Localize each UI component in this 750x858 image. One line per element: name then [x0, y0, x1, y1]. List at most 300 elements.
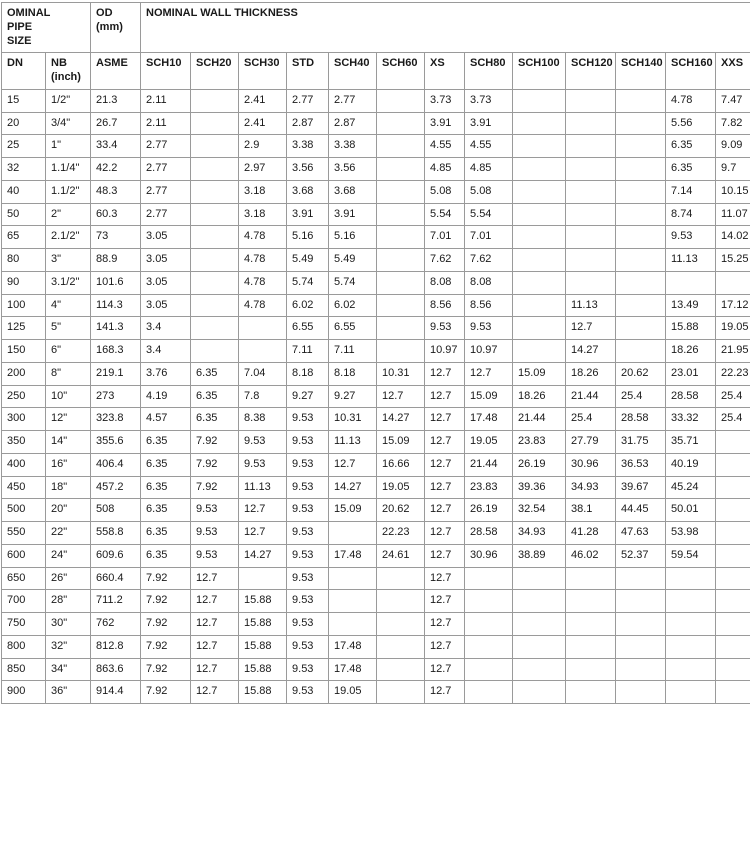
table-cell: 3.38: [287, 135, 329, 158]
column-header-sch10: SCH10: [141, 53, 191, 90]
table-cell: 42.2: [91, 158, 141, 181]
table-row: [2, 499, 750, 522]
table-cell: [377, 340, 425, 363]
column-header-sch40: SCH40: [329, 53, 377, 90]
table-cell: 10.31: [329, 408, 377, 431]
table-cell: 20": [46, 499, 91, 522]
table-cell: 30": [46, 613, 91, 636]
table-cell: [191, 271, 239, 294]
table-cell: 3.56: [287, 158, 329, 181]
table-cell: [566, 180, 616, 203]
table-cell: 9.53: [191, 499, 239, 522]
table-cell: [191, 112, 239, 135]
table-cell: [616, 135, 666, 158]
table-cell: 9.53: [287, 476, 329, 499]
table-cell: 711.2: [91, 590, 141, 613]
table-cell: 2.97: [239, 158, 287, 181]
table-row: [2, 112, 750, 135]
table-cell: [377, 635, 425, 658]
table-cell: 36.53: [616, 453, 666, 476]
table-cell: 4.55: [425, 135, 465, 158]
table-cell: 4.85: [465, 158, 513, 181]
table-cell: 3.68: [287, 180, 329, 203]
table-cell: 3.91: [287, 203, 329, 226]
table-cell: 44.45: [616, 499, 666, 522]
table-cell: 6.35: [141, 522, 191, 545]
table-cell: 3.05: [141, 294, 191, 317]
table-cell: 600: [2, 544, 46, 567]
table-cell: [716, 544, 750, 567]
table-cell: 2.41: [239, 89, 287, 112]
table-row: [2, 203, 750, 226]
table-cell: 14.27: [329, 476, 377, 499]
table-cell: 8.74: [666, 203, 716, 226]
table-cell: 15: [2, 89, 46, 112]
table-row: [2, 385, 750, 408]
table-cell: 11.13: [329, 431, 377, 454]
table-cell: 3.76: [141, 362, 191, 385]
table-cell: 15.25: [716, 249, 750, 272]
table-cell: 31.75: [616, 431, 666, 454]
table-cell: 12.7: [191, 635, 239, 658]
table-cell: [329, 613, 377, 636]
table-cell: 1/2": [46, 89, 91, 112]
table-cell: 32.54: [513, 499, 566, 522]
table-cell: [616, 317, 666, 340]
table-cell: 17.48: [329, 544, 377, 567]
header-size-line-2: PIPE: [7, 21, 86, 35]
table-cell: 15.09: [513, 362, 566, 385]
table-cell: 10.97: [425, 340, 465, 363]
table-cell: 50.01: [666, 499, 716, 522]
table-cell: 8": [46, 362, 91, 385]
table-row: [2, 271, 750, 294]
table-column-header-row: [2, 53, 750, 90]
column-header-asme: ASME: [91, 53, 141, 90]
table-cell: [666, 590, 716, 613]
table-cell: 2.77: [141, 180, 191, 203]
table-cell: 2.77: [141, 203, 191, 226]
table-cell: [513, 135, 566, 158]
table-cell: 6.02: [287, 294, 329, 317]
table-cell: 25: [2, 135, 46, 158]
column-header-std: STD: [287, 53, 329, 90]
table-cell: 350: [2, 431, 46, 454]
table-cell: 400: [2, 453, 46, 476]
table-cell: 2.87: [287, 112, 329, 135]
table-cell: [566, 590, 616, 613]
table-cell: 9.7: [716, 158, 750, 181]
table-cell: [616, 294, 666, 317]
table-cell: [566, 226, 616, 249]
table-cell: 9.53: [239, 431, 287, 454]
table-cell: [616, 613, 666, 636]
table-cell: 21.44: [566, 385, 616, 408]
table-cell: [616, 271, 666, 294]
table-cell: 4.78: [666, 89, 716, 112]
table-cell: [377, 226, 425, 249]
table-cell: [191, 135, 239, 158]
table-cell: 9.53: [287, 431, 329, 454]
table-cell: [377, 658, 425, 681]
table-cell: 8.56: [465, 294, 513, 317]
table-cell: [465, 635, 513, 658]
table-cell: [616, 567, 666, 590]
column-header-xxs: XXS: [716, 53, 750, 90]
table-cell: 11.13: [239, 476, 287, 499]
table-cell: 3.91: [329, 203, 377, 226]
table-row: [2, 362, 750, 385]
table-cell: 23.83: [513, 431, 566, 454]
table-cell: 15.09: [465, 385, 513, 408]
table-cell: 7.92: [191, 431, 239, 454]
table-cell: 32": [46, 635, 91, 658]
table-cell: [616, 180, 666, 203]
table-cell: [716, 590, 750, 613]
table-cell: 17.48: [329, 635, 377, 658]
table-cell: 3.18: [239, 180, 287, 203]
table-cell: 12.7: [425, 385, 465, 408]
table-cell: 2.9: [239, 135, 287, 158]
table-cell: 7.92: [191, 453, 239, 476]
table-cell: 9.53: [465, 317, 513, 340]
table-cell: 457.2: [91, 476, 141, 499]
table-cell: 219.1: [91, 362, 141, 385]
table-cell: 2.77: [141, 135, 191, 158]
table-cell: 2.11: [141, 89, 191, 112]
table-cell: 3.05: [141, 249, 191, 272]
table-cell: 14.27: [239, 544, 287, 567]
table-cell: 3.05: [141, 226, 191, 249]
table-cell: 14.27: [377, 408, 425, 431]
table-cell: 9.53: [287, 613, 329, 636]
table-cell: 18": [46, 476, 91, 499]
table-cell: 750: [2, 613, 46, 636]
table-cell: 40.19: [666, 453, 716, 476]
table-cell: 28": [46, 590, 91, 613]
table-cell: [616, 89, 666, 112]
table-row: [2, 590, 750, 613]
table-cell: 40: [2, 180, 46, 203]
table-cell: 5.49: [329, 249, 377, 272]
table-cell: [566, 658, 616, 681]
table-cell: 3.68: [329, 180, 377, 203]
table-cell: [465, 590, 513, 613]
table-cell: 2.77: [329, 89, 377, 112]
table-cell: 12.7: [191, 613, 239, 636]
table-cell: 3": [46, 249, 91, 272]
table-cell: 65: [2, 226, 46, 249]
table-cell: [191, 180, 239, 203]
table-cell: [191, 317, 239, 340]
column-header-sch120: SCH120: [566, 53, 616, 90]
table-cell: [616, 112, 666, 135]
table-cell: 26.19: [465, 499, 513, 522]
table-cell: 20.62: [616, 362, 666, 385]
table-cell: 9.27: [329, 385, 377, 408]
table-cell: 4.19: [141, 385, 191, 408]
table-cell: 762: [91, 613, 141, 636]
table-cell: [465, 658, 513, 681]
table-cell: 88.9: [91, 249, 141, 272]
table-cell: 5.16: [329, 226, 377, 249]
table-cell: 141.3: [91, 317, 141, 340]
table-cell: 27.79: [566, 431, 616, 454]
table-cell: 6.35: [141, 453, 191, 476]
table-cell: 3.1/2": [46, 271, 91, 294]
table-cell: 5.16: [287, 226, 329, 249]
table-cell: [616, 249, 666, 272]
table-cell: 18.26: [666, 340, 716, 363]
table-cell: 12.7: [465, 362, 513, 385]
table-cell: 3.56: [329, 158, 377, 181]
table-cell: [513, 180, 566, 203]
table-cell: [616, 590, 666, 613]
table-cell: 26.7: [91, 112, 141, 135]
table-cell: 7.62: [465, 249, 513, 272]
table-cell: 12.7: [425, 522, 465, 545]
table-cell: 80: [2, 249, 46, 272]
table-cell: 4.85: [425, 158, 465, 181]
table-cell: [465, 613, 513, 636]
table-cell: 8.18: [329, 362, 377, 385]
table-cell: 900: [2, 681, 46, 704]
table-cell: 7.11: [329, 340, 377, 363]
table-cell: 24.61: [377, 544, 425, 567]
pipe-wall-thickness-table: [1, 2, 750, 704]
table-cell: 114.3: [91, 294, 141, 317]
table-cell: 28.58: [666, 385, 716, 408]
table-cell: 24": [46, 544, 91, 567]
table-cell: 1.1/4": [46, 158, 91, 181]
table-cell: 8.38: [239, 408, 287, 431]
table-cell: [377, 112, 425, 135]
table-cell: [377, 249, 425, 272]
table-cell: 5.08: [465, 180, 513, 203]
table-cell: 12.7: [239, 499, 287, 522]
table-cell: 6": [46, 340, 91, 363]
table-cell: [716, 476, 750, 499]
table-cell: [513, 226, 566, 249]
table-cell: 60.3: [91, 203, 141, 226]
table-cell: 21.3: [91, 89, 141, 112]
table-cell: 6.35: [141, 431, 191, 454]
table-cell: 19.05: [377, 476, 425, 499]
table-cell: 10.97: [465, 340, 513, 363]
table-cell: 45.24: [666, 476, 716, 499]
table-row: [2, 340, 750, 363]
table-row: [2, 635, 750, 658]
table-cell: 2.87: [329, 112, 377, 135]
table-cell: 19.05: [465, 431, 513, 454]
table-cell: 7.62: [425, 249, 465, 272]
table-cell: 16": [46, 453, 91, 476]
table-cell: 23.83: [465, 476, 513, 499]
table-cell: [716, 522, 750, 545]
table-cell: [616, 658, 666, 681]
table-cell: 12.7: [425, 590, 465, 613]
table-cell: 14.27: [566, 340, 616, 363]
table-cell: [329, 522, 377, 545]
table-cell: 35.71: [666, 431, 716, 454]
table-cell: [513, 635, 566, 658]
table-cell: [513, 249, 566, 272]
table-cell: 450: [2, 476, 46, 499]
table-cell: 7.92: [141, 567, 191, 590]
table-cell: [716, 613, 750, 636]
table-cell: 5.54: [465, 203, 513, 226]
table-cell: 7.01: [465, 226, 513, 249]
column-header-sch80: SCH80: [465, 53, 513, 90]
table-cell: 21.95: [716, 340, 750, 363]
table-cell: 48.3: [91, 180, 141, 203]
table-cell: 17.48: [329, 658, 377, 681]
column-header-sch100: SCH100: [513, 53, 566, 90]
table-cell: 4.78: [239, 294, 287, 317]
table-cell: [513, 590, 566, 613]
table-cell: 812.8: [91, 635, 141, 658]
header-od-line-1: OD: [96, 7, 136, 21]
table-cell: 13.49: [666, 294, 716, 317]
table-cell: 18.26: [566, 362, 616, 385]
column-header-nb-label: NB: [51, 57, 86, 71]
table-cell: 6.35: [191, 362, 239, 385]
table-cell: 5.49: [287, 249, 329, 272]
table-cell: 21.44: [513, 408, 566, 431]
table-cell: 5": [46, 317, 91, 340]
table-cell: 53.98: [666, 522, 716, 545]
table-cell: 660.4: [91, 567, 141, 590]
table-row: [2, 226, 750, 249]
table-cell: 28.58: [465, 522, 513, 545]
table-cell: [377, 158, 425, 181]
table-cell: 1": [46, 135, 91, 158]
table-cell: [191, 89, 239, 112]
table-cell: [191, 203, 239, 226]
table-cell: 6.55: [329, 317, 377, 340]
table-cell: [513, 271, 566, 294]
table-cell: 7.04: [239, 362, 287, 385]
table-cell: [513, 340, 566, 363]
header-od-line-2: (mm): [96, 21, 136, 35]
table-row: [2, 317, 750, 340]
table-cell: 101.6: [91, 271, 141, 294]
table-cell: [513, 681, 566, 704]
table-cell: 38.1: [566, 499, 616, 522]
table-cell: 39.67: [616, 476, 666, 499]
table-cell: [377, 613, 425, 636]
table-row: [2, 613, 750, 636]
table-row: [2, 567, 750, 590]
table-header-group-row: [2, 3, 750, 53]
table-cell: 9.53: [287, 522, 329, 545]
table-cell: [513, 613, 566, 636]
table-cell: [566, 89, 616, 112]
table-cell: 12.7: [425, 408, 465, 431]
table-cell: 15.88: [239, 613, 287, 636]
table-cell: 12.7: [566, 317, 616, 340]
table-cell: 3.18: [239, 203, 287, 226]
table-cell: 7.01: [425, 226, 465, 249]
table-cell: 4.78: [239, 271, 287, 294]
table-cell: [566, 681, 616, 704]
column-header-xs: XS: [425, 53, 465, 90]
table-cell: [616, 681, 666, 704]
table-cell: 2.11: [141, 112, 191, 135]
table-cell: 609.6: [91, 544, 141, 567]
table-cell: [716, 453, 750, 476]
table-cell: [566, 158, 616, 181]
table-cell: 2": [46, 203, 91, 226]
table-cell: [191, 158, 239, 181]
table-cell: [716, 431, 750, 454]
table-cell: 2.77: [287, 89, 329, 112]
table-cell: 6.35: [141, 544, 191, 567]
table-cell: [513, 567, 566, 590]
table-cell: 650: [2, 567, 46, 590]
table-cell: 300: [2, 408, 46, 431]
table-cell: 323.8: [91, 408, 141, 431]
table-row: [2, 135, 750, 158]
table-cell: 6.35: [666, 135, 716, 158]
table-cell: 12.7: [425, 613, 465, 636]
table-row: [2, 408, 750, 431]
table-row: [2, 431, 750, 454]
table-cell: 7.11: [287, 340, 329, 363]
table-cell: [465, 567, 513, 590]
table-cell: [716, 499, 750, 522]
table-cell: 6.35: [666, 158, 716, 181]
table-cell: 7.8: [239, 385, 287, 408]
table-cell: [513, 158, 566, 181]
table-cell: 8.08: [465, 271, 513, 294]
table-cell: [566, 135, 616, 158]
table-cell: [566, 249, 616, 272]
table-cell: 9.53: [287, 658, 329, 681]
table-cell: [616, 635, 666, 658]
column-header-sch160: SCH160: [666, 53, 716, 90]
table-cell: [239, 317, 287, 340]
header-size-line-3: SIZE: [7, 35, 86, 49]
table-row: [2, 453, 750, 476]
table-cell: 25.4: [716, 408, 750, 431]
table-cell: 12": [46, 408, 91, 431]
table-cell: 12.7: [191, 658, 239, 681]
column-header-dn: DN: [2, 53, 46, 90]
table-cell: 7.92: [141, 613, 191, 636]
table-cell: [377, 203, 425, 226]
table-cell: 9.27: [287, 385, 329, 408]
table-cell: 20: [2, 112, 46, 135]
table-cell: 6.35: [191, 385, 239, 408]
table-cell: [616, 226, 666, 249]
table-cell: 9.53: [287, 590, 329, 613]
table-cell: 25.4: [616, 385, 666, 408]
table-cell: 12.7: [425, 499, 465, 522]
table-cell: 12.7: [425, 567, 465, 590]
column-header-sch30: SCH30: [239, 53, 287, 90]
table-cell: 150: [2, 340, 46, 363]
table-cell: [377, 89, 425, 112]
table-row: [2, 294, 750, 317]
table-cell: [666, 613, 716, 636]
table-cell: [329, 567, 377, 590]
table-cell: 17.48: [465, 408, 513, 431]
table-cell: [616, 340, 666, 363]
table-cell: 4.57: [141, 408, 191, 431]
table-cell: 3.4: [141, 340, 191, 363]
table-cell: 406.4: [91, 453, 141, 476]
